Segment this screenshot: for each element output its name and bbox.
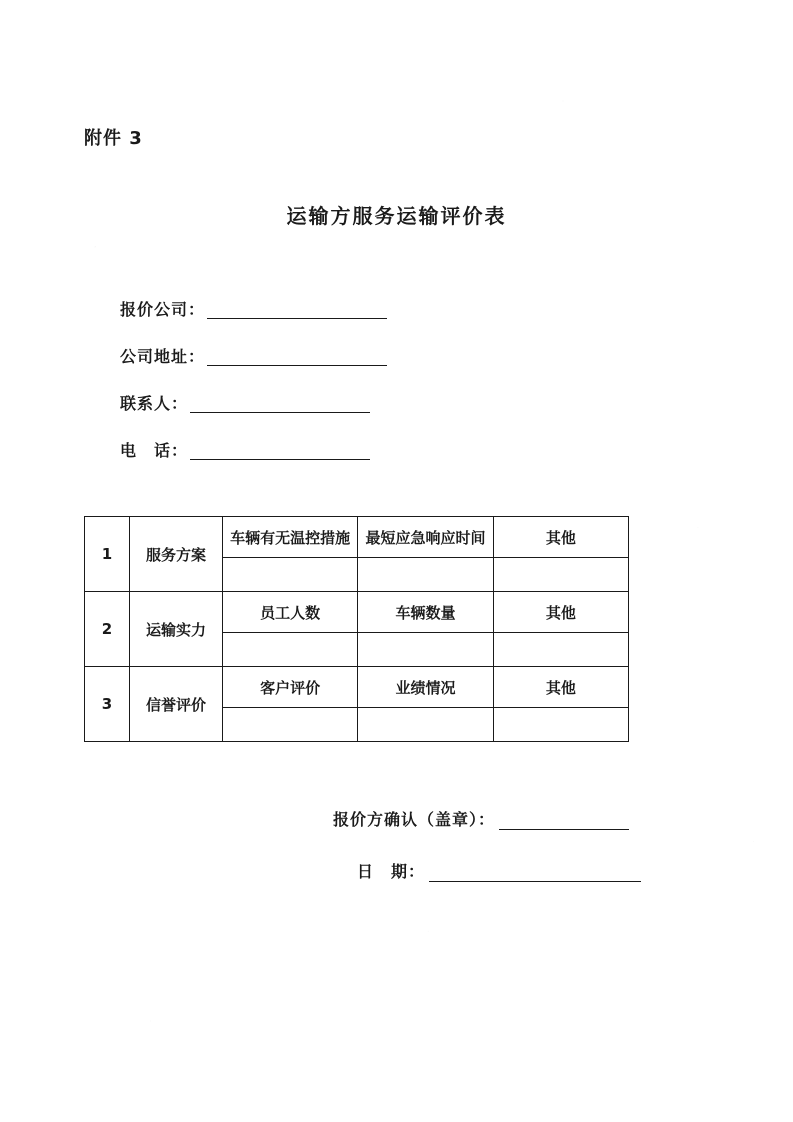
cell-input-1-2[interactable] [358, 558, 493, 592]
column-header-2-2: 车辆数量 [358, 592, 493, 633]
cell-input-2-3[interactable] [493, 633, 628, 667]
date-label: 日 期： [357, 862, 426, 881]
column-header-2-1: 员工人数 [223, 592, 358, 633]
column-header-1-2: 最短应急响应时间 [358, 517, 493, 558]
footer-signature-block [0, 778, 793, 882]
footer-row-confirm [0, 778, 793, 830]
column-header-3-1: 客户评价 [223, 667, 358, 708]
field-label-address: 公司地址： [120, 347, 206, 367]
column-header-2-3: 其他 [493, 592, 628, 633]
row-index-1: 1 [85, 517, 130, 592]
cell-input-3-3[interactable] [493, 708, 628, 742]
cell-input-3-1[interactable] [223, 708, 358, 742]
field-input-address[interactable] [207, 349, 387, 366]
field-label-phone: 电 话： [120, 441, 189, 461]
field-input-phone[interactable] [190, 443, 370, 460]
header-fields [120, 272, 540, 460]
field-label-contact: 联系人： [120, 394, 189, 414]
column-header-3-2: 业绩情况 [358, 667, 493, 708]
field-row-company [120, 272, 540, 319]
cell-input-1-3[interactable] [493, 558, 628, 592]
evaluation-table [84, 516, 629, 742]
row-index-3: 3 [85, 667, 130, 742]
confirm-label: 报价方确认（盖章）： [333, 810, 496, 829]
field-row-address [120, 319, 540, 366]
row-category-1: 服务方案 [130, 517, 223, 592]
column-header-1-1: 车辆有无温控措施 [223, 517, 358, 558]
cell-input-1-1[interactable] [223, 558, 358, 592]
column-header-1-3: 其他 [493, 517, 628, 558]
table-row [85, 592, 629, 633]
cell-input-2-1[interactable] [223, 633, 358, 667]
field-row-phone [120, 413, 540, 460]
field-row-contact [120, 366, 540, 413]
row-index-2: 2 [85, 592, 130, 667]
cell-input-2-2[interactable] [358, 633, 493, 667]
confirm-input[interactable] [499, 815, 629, 830]
table-row [85, 667, 629, 708]
page-title: 运输方服务运输评价表 [286, 204, 507, 228]
row-category-3: 信誉评价 [130, 667, 223, 742]
field-input-contact[interactable] [190, 396, 370, 413]
field-label-company: 报价公司： [120, 300, 206, 320]
table-row [85, 517, 629, 558]
attachment-label: 附件 3 [84, 128, 143, 149]
column-header-3-3: 其他 [493, 667, 628, 708]
footer-row-date [0, 830, 793, 882]
field-input-company[interactable] [207, 302, 387, 319]
cell-input-3-2[interactable] [358, 708, 493, 742]
date-input[interactable] [429, 867, 641, 882]
row-category-2: 运输实力 [130, 592, 223, 667]
